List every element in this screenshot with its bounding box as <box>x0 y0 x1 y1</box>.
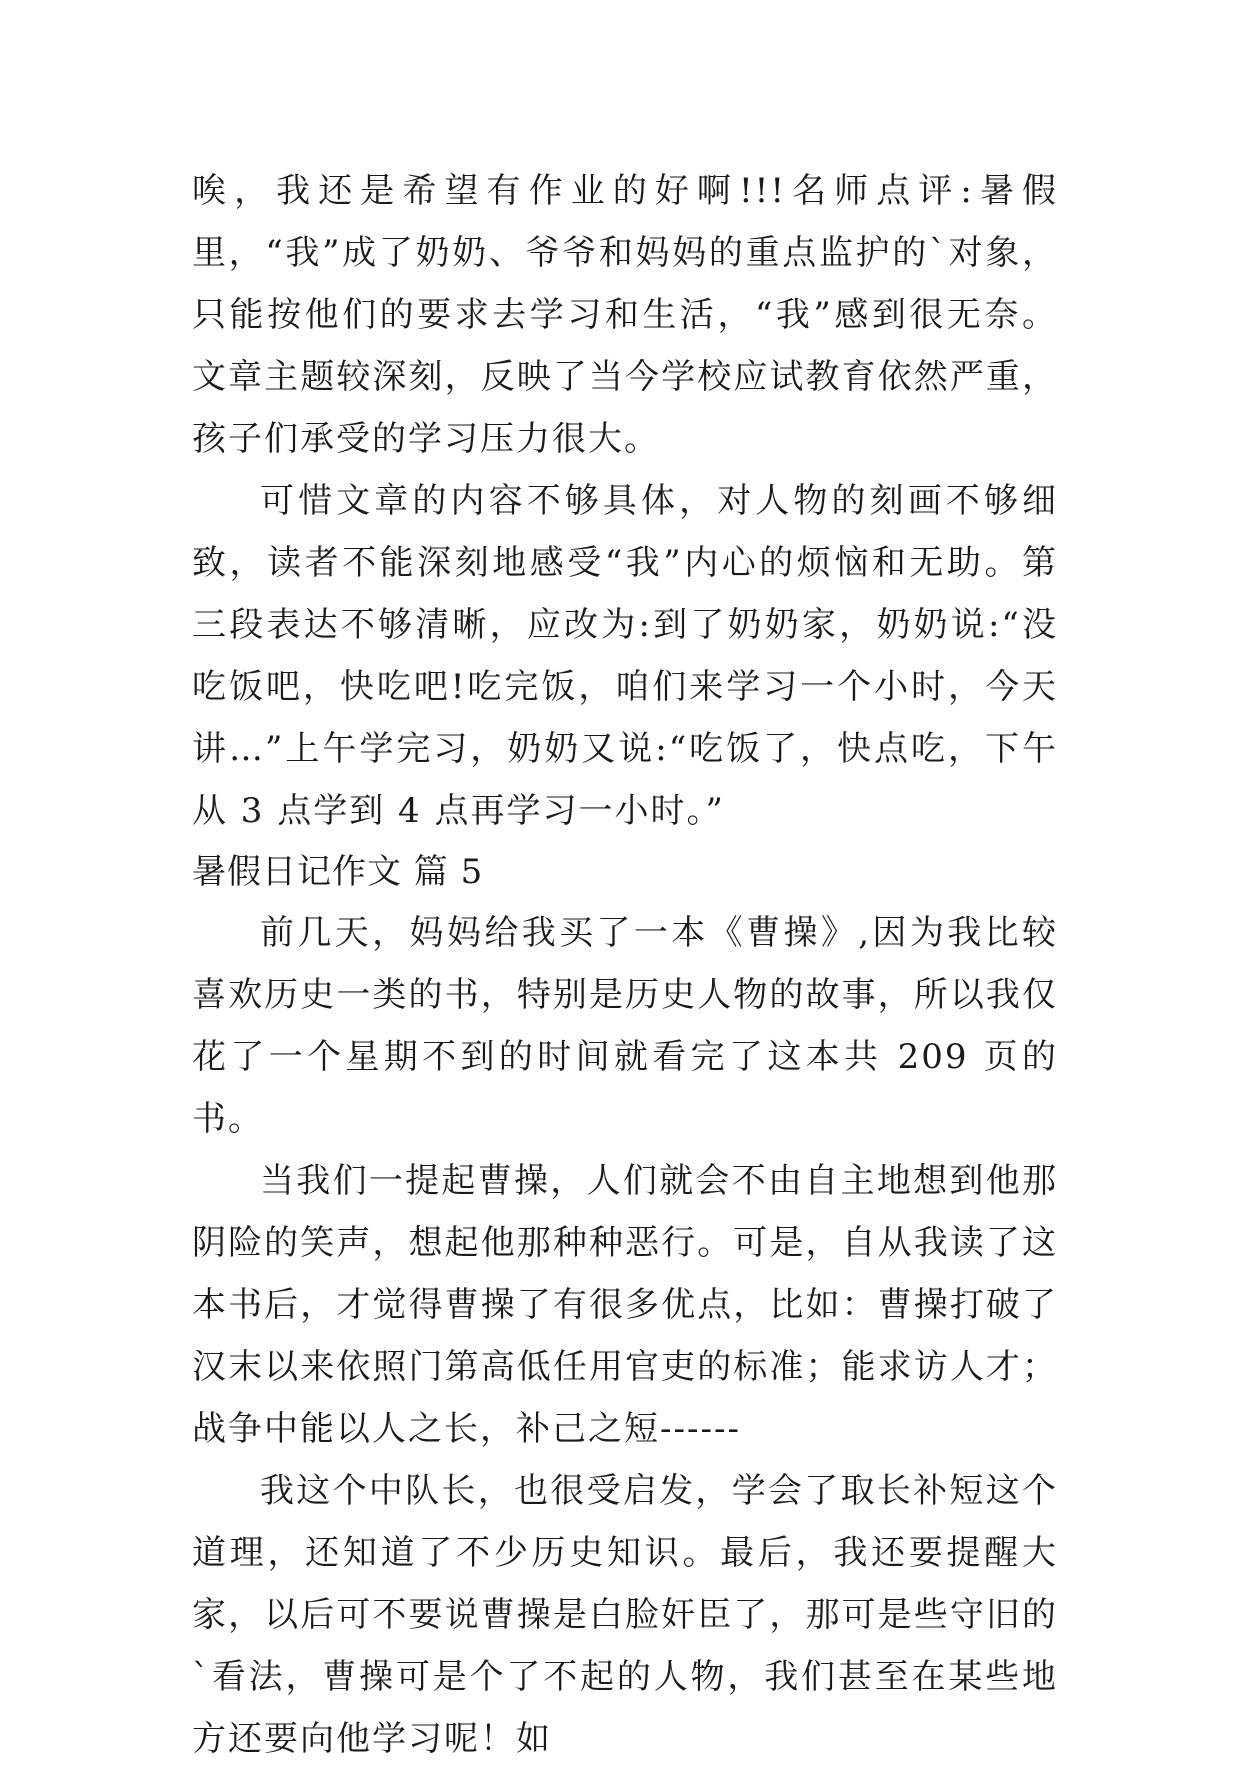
paragraph-caocao-merits: 当我们一提起曹操，人们就会不由自主地想到他那阴险的笑声，想起他那种种恶行。可是，自从我读了这本书后，才觉得曹操了有很多优点，比如：曹操打破了汉末以来依照门第高低任用官吏的标准；能求访人才；战争中能以人之长，补己之短------ <box>192 1161 1058 1449</box>
paragraph-critique: 可惜文章的内容不够具体，对人物的刻画不够细致，读者不能深刻地感受“我”内心的烦恼和无助。第三段表达不够清晰，应改为:到了奶奶家，奶奶说:“没吃饭吧，快吃吧!吃完饭，咱们来学习一个小时，今天讲…”上午学完习，奶奶又说:“吃饭了，快点吃，下午从 3 点学到 4 点再学习一小时。” <box>192 481 1058 831</box>
paragraph-book-intro: 前几天，妈妈给我买了一本《曹操》,因为我比较喜欢历史一类的书，特别是历史人物的故事，所以我仅花了一个星期不到的时间就看完了这本共 209 页的书。 <box>192 913 1058 1139</box>
document-body <box>192 160 1058 1770</box>
paragraph-conclusion: 我这个中队长，也很受启发，学会了取长补短这个道理，还知道了不少历史知识。最后，我还要提醒大家，以后可不要说曹操是白脸奸臣了，那可是些守旧的`看法，曹操可是个了不起的人物，我们甚至在某些地方还要向他学习呢！如 <box>192 1471 1058 1759</box>
section-heading: 暑假日记作文 篇 5 <box>192 852 484 892</box>
paragraph-commentary: 唉，我还是希望有作业的好啊!!!名师点评:暑假里，“我”成了奶奶、爷爷和妈妈的重点监护的`对象，只能按他们的要求去学习和生活，“我”感到很无奈。文章主题较深刻，反映了当今学校应试教育依然严重，孩子们承受的学习压力很大。 <box>192 171 1058 459</box>
